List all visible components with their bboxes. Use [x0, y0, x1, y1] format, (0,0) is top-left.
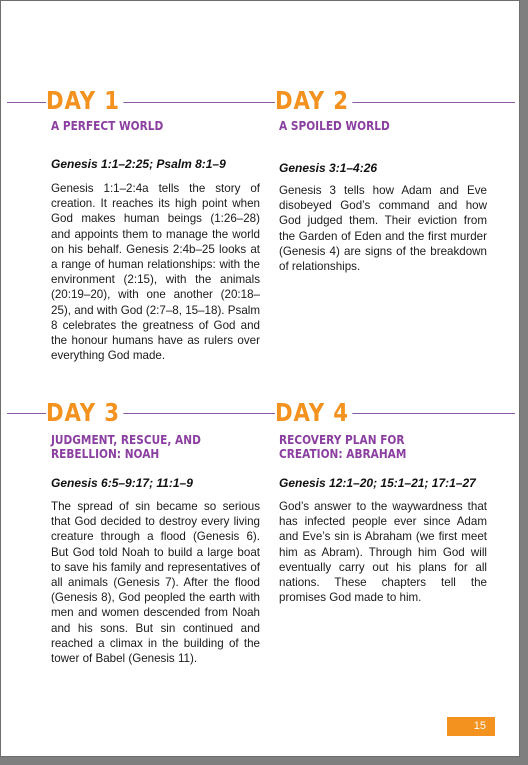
- day-body-text: The spread of sin became so serious that God decided to destroy every living creature through a flood (Genesis 6). But God told Noah to build a large boat to save his family and representatives of all animals (Genesis 7). After the flood (Genesis 8), God peopled the earth with men and women descended from Noah and his sons. But sin continued and reached a climax in the building of the tower of Babel (Genesis 11).: [51, 500, 260, 666]
- day-title: DAY 1: [46, 87, 123, 115]
- page-number: 15: [447, 717, 495, 736]
- day-subtitle: RECOVERY PLAN FOR CREATION: ABRAHAM: [279, 433, 407, 461]
- day-body-text: Genesis 1:1–2:4a tells the story of creation. It reaches its high point when God makes human beings (1:26–28) and appoints them to manage the world on his behalf. Genesis 2:4b–25 looks at a range of human relationships: with the environment (2:15), with the animals (20:19–20), with one another (20:18–25), and with God (2:7–8, 15–18). Psalm 8 celebrates the greatness of God and the honour humans have as rulers over everything God made.: [51, 182, 260, 363]
- scripture-reference: Genesis 3:1–4:26: [279, 161, 378, 175]
- day-body-text: Genesis 3 tells how Adam and Eve disobeyed God’s command and how God judged them. Their eviction from the Garden of Eden and the first murder (Genesis 4) are signs of the breakdown of relationships.: [279, 184, 487, 274]
- scripture-reference: Genesis 1:1–2:25; Psalm 8:1–9: [51, 157, 226, 171]
- day-body-text: God’s answer to the waywardness that has infected people ever since Adam and Eve’s sin is Abraham (we first meet him as Abram). Through him God will eventually carry out his plans for all nations. These chapters tell the promises God made to him.: [279, 500, 487, 605]
- day-subtitle: A PERFECT WORLD: [51, 119, 164, 133]
- scripture-reference: Genesis 6:5–9:17; 11:1–9: [51, 476, 193, 490]
- day-subtitle: A SPOILED WORLD: [279, 119, 390, 133]
- scripture-reference: Genesis 12:1–20; 15:1–21; 17:1–27: [279, 476, 476, 490]
- day-title: DAY 4: [275, 399, 352, 427]
- day-subtitle: JUDGMENT, RESCUE, AND REBELLION: NOAH: [51, 433, 201, 461]
- day-title: DAY 2: [275, 87, 352, 115]
- day-title: DAY 3: [46, 399, 123, 427]
